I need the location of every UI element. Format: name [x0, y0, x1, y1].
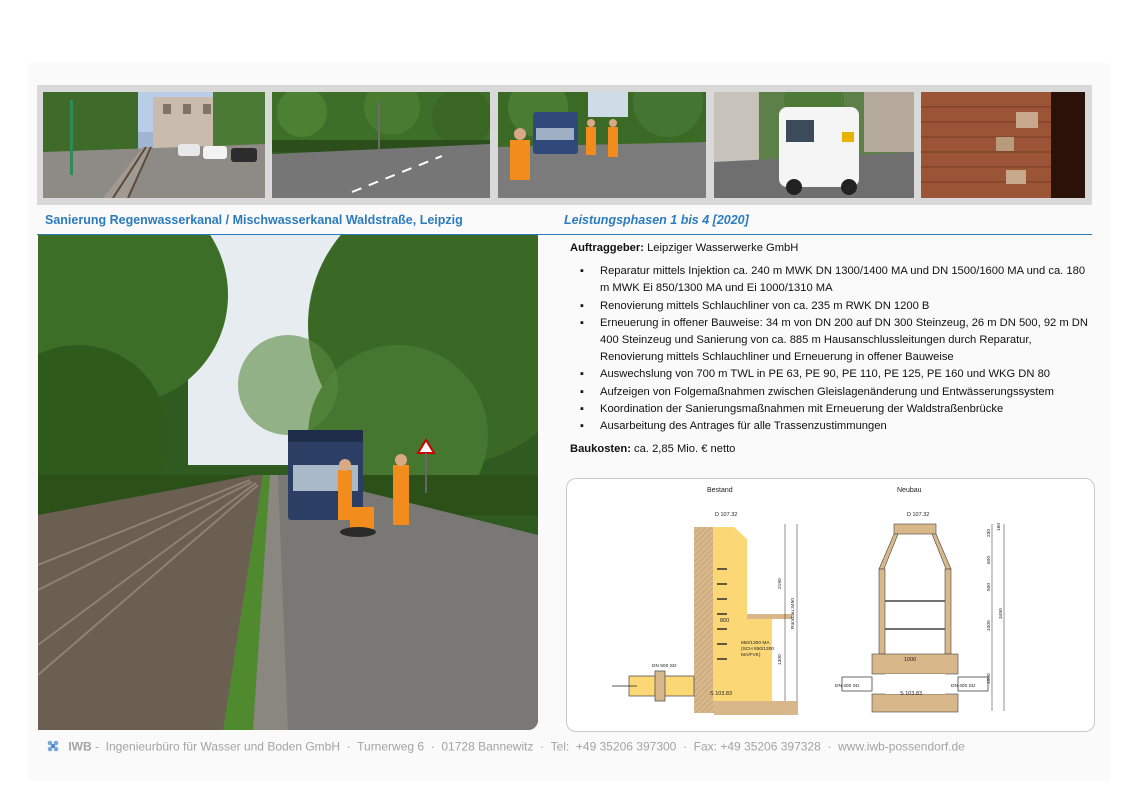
services-list: [570, 263, 1095, 435]
right-pipe-right-label: DN 400 Stz: [951, 684, 976, 689]
client-line: [570, 240, 1095, 257]
list-item: ▪ Koordination der Sanierungsmaßnahmen mit Erneuerung der Waldstraßenbrücke: [570, 401, 1095, 418]
left-profile-1: 850/1300 MA: [741, 641, 770, 646]
technical-drawing: [566, 478, 1095, 732]
list-item: ▪ Reparatur mittels Injektion ca. 240 m MWK DN 1300/1400 MA und DN 1500/1600 MA und ca. 180 m MWK Ei 850/1300 MA und Ei 1000/1310 MA: [570, 263, 1095, 297]
left-width-label: 800: [720, 618, 730, 624]
white-van-photo: [714, 92, 914, 198]
list-item: ▪ Aufzeigen von Folgemaßnahmen zwischen Gleislagenänderung und Entwässerungssystem: [570, 384, 1095, 401]
left-profile-2: (SCH 850/1300: [741, 647, 775, 652]
iwb-logo-icon: [45, 738, 61, 757]
client-label: Auftraggeber:: [570, 242, 644, 254]
cost-value: ca. 2,85 Mio. € netto: [634, 443, 736, 456]
list-item: ▪ Auswechslung von 700 m TWL in PE 63, PE 90, PE 110, PE 125, PE 160 und WKG DN 80: [570, 366, 1095, 383]
phases-label: Leistungsphasen 1 bis 4 [2020]: [564, 213, 749, 227]
brick-manhole-photo: [921, 92, 1085, 198]
right-dim-1: 230: [987, 528, 992, 537]
workers-van-photo: [498, 92, 706, 198]
project-title: Sanierung Regenwasserkanal / Mischwasserkanal Waldstraße, Leipzig: [45, 213, 463, 227]
right-width-label: 1000: [904, 657, 917, 663]
client-value: Leipziger Wasserwerke GmbH: [647, 242, 799, 254]
footer-text: - Ingenieurbüro für Wasser und Boden GmbH · Turnerweg 6 · 01728 Bannewitz · Tel: +49 35206 397300 · Fax: +49 35206 397328 · www.iwb-possendorf.de: [91, 739, 965, 754]
title-bar: [37, 208, 1092, 235]
drawing-left-title: Bestand: [707, 487, 733, 494]
right-dim-bottom: 1000: [987, 673, 992, 684]
left-dim-total: Rückbau 3490: [791, 598, 796, 629]
right-dim-2: 160: [997, 522, 1002, 531]
right-pipe-left-label: DN 400 Stz: [835, 684, 860, 689]
right-top-level: D 107.32: [907, 512, 930, 518]
list-item: ▪ Ausarbeitung des Antrages für alle Trassenzustimmungen: [570, 418, 1095, 435]
right-bottom-level: S 103.83: [900, 691, 923, 697]
left-bottom-level: S 103.83: [710, 691, 733, 697]
right-dim-4: 500: [987, 582, 992, 591]
left-dim-bottom: 1300: [778, 654, 783, 665]
right-dim-3: 600: [987, 555, 992, 564]
project-info: [570, 240, 1095, 458]
drawing-right-title: Neubau: [897, 487, 922, 494]
page-footer: [45, 738, 965, 757]
left-top-level: D 107.32: [715, 512, 738, 518]
photo-strip: [37, 85, 1092, 205]
list-item: ▪ Renovierung mittels Schlauchliner von ca. 235 m RWK DN 1200 B: [570, 298, 1095, 315]
list-item: ▪ Erneuerung in offener Bauweise: 34 m von DN 200 auf DN 300 Steinzeug, 26 m DN 500, 92 m DN 400 Steinzeug und Sanierung von ca. 885 m Hausanschlussleitungen durch Reparatur, Renovierung mittels Schlauchliner und Erneuerung in offener Bauweise: [570, 315, 1095, 367]
street-tram-photo: [43, 92, 265, 198]
right-dim-5: 1000: [987, 620, 992, 631]
left-dim-top: 2190: [778, 578, 783, 589]
right-dim-total: 3490: [999, 608, 1004, 619]
left-profile-3: MA/FVK): [741, 653, 761, 658]
cost-label: Baukosten:: [570, 443, 631, 456]
company-short: IWB: [68, 739, 92, 754]
cost-line: [570, 441, 1095, 458]
left-pipe-label: DN 500 Stz: [652, 664, 677, 669]
main-site-photo: [38, 235, 538, 730]
road-forest-photo: [272, 92, 490, 198]
